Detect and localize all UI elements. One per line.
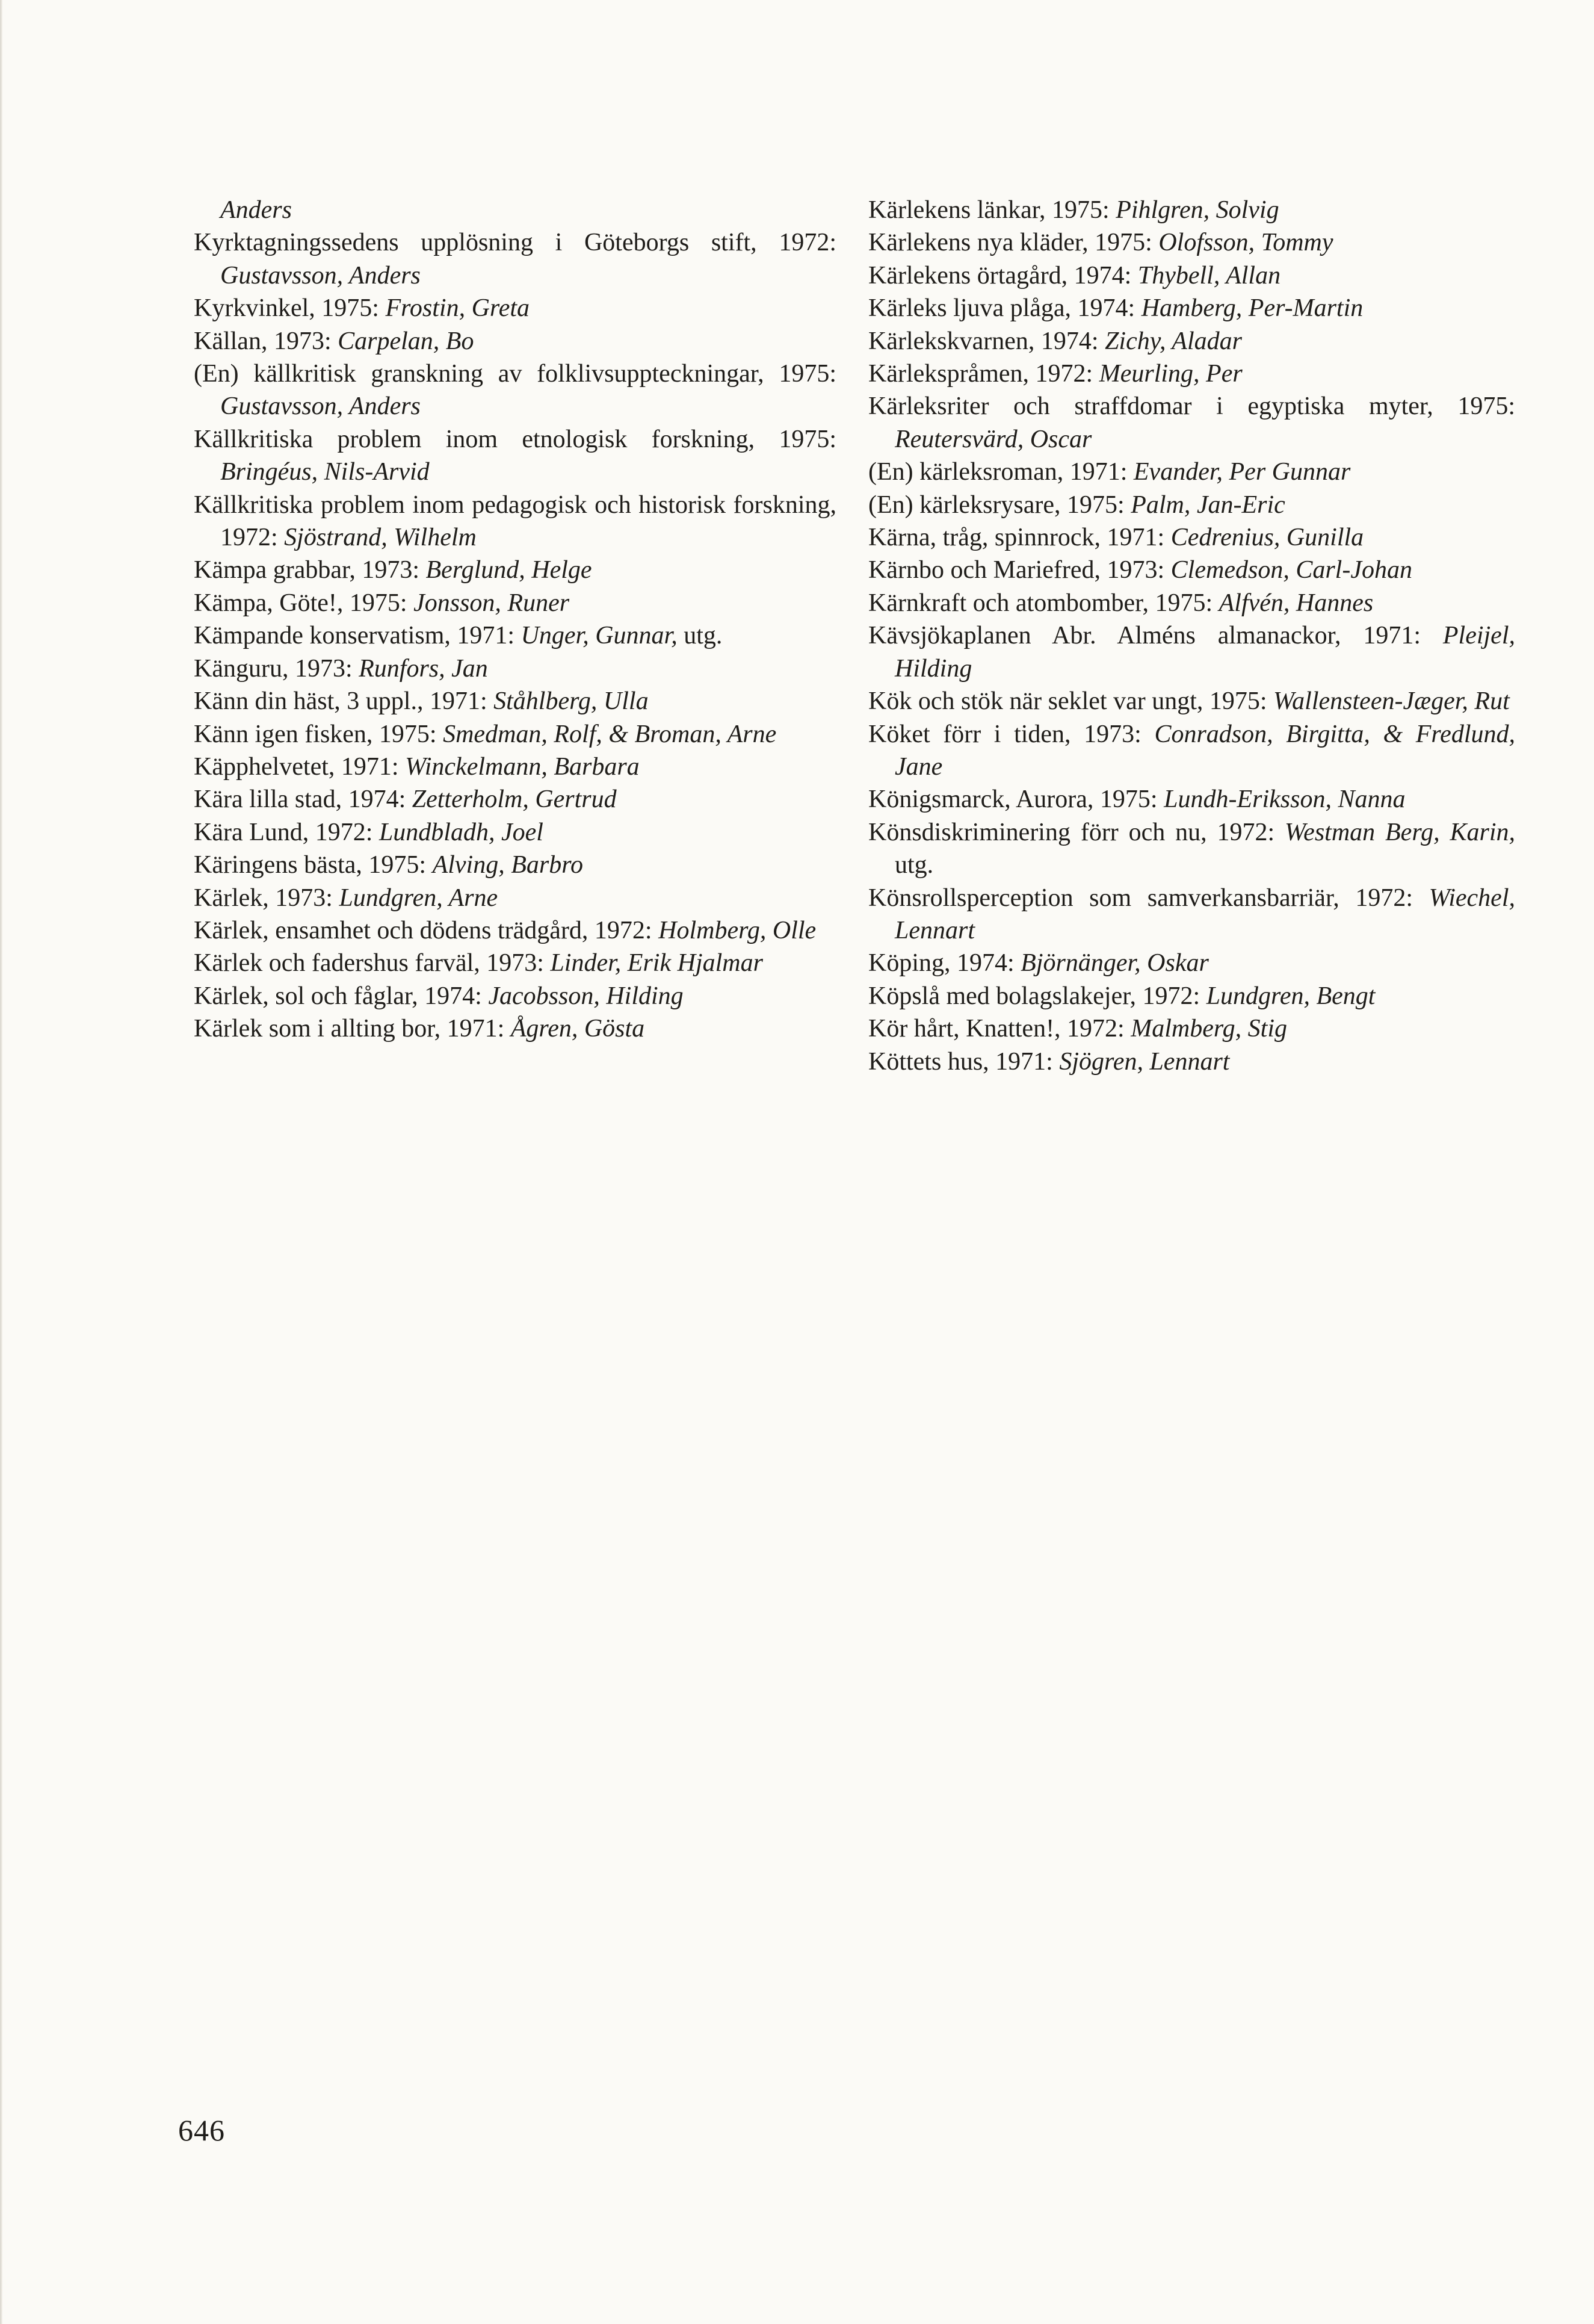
entry-author: Winckelmann, Barbara: [405, 752, 640, 781]
entry-title: Kära lilla stad, 1974:: [194, 786, 412, 814]
index-entry: [868, 882, 1515, 947]
entry-title: (En) kärleksrysare, 1975:: [868, 491, 1131, 519]
index-entry: [194, 652, 836, 685]
entry-title: Kämpa, Göte!, 1975:: [194, 589, 414, 617]
entry-title: Kärna, tråg, spinnrock, 1971:: [868, 524, 1171, 552]
entry-author: Berglund, Helge: [425, 556, 592, 584]
entry-author: Evander, Per Gunnar: [1133, 458, 1351, 486]
index-entry: [194, 226, 836, 292]
entry-author: Olofsson, Tommy: [1158, 229, 1333, 257]
entry-author: Alfvén, Hannes: [1219, 589, 1374, 617]
entry-author: Zetterholm, Gertrud: [412, 786, 617, 814]
index-entry: [194, 947, 836, 979]
entry-author: Lundh-Eriksson, Nanna: [1164, 786, 1406, 814]
entry-author: Thybell, Allan: [1137, 261, 1281, 290]
entry-author: Pleijel, Hilding: [895, 622, 1515, 683]
entry-title: Kära Lund, 1972:: [194, 818, 379, 846]
entry-title: Kärlekens länkar, 1975:: [868, 196, 1116, 224]
entry-title: Känn din häst, 3 uppl., 1971:: [194, 687, 494, 716]
index-entry: [194, 489, 836, 554]
entry-title: Kör hårt, Knatten!, 1972:: [868, 1015, 1131, 1043]
entry-title: Kärnkraft och atombomber, 1975:: [868, 589, 1219, 617]
entry-title: Kämpa grabbar, 1973:: [194, 556, 426, 584]
entry-title: Kyrktagningssedens upplösning i Göteborgs stift, 1972:: [194, 229, 836, 257]
index-entry: [868, 783, 1515, 816]
entry-author: Linder, Erik Hjalmar: [550, 949, 763, 978]
index-entry: [194, 816, 836, 849]
entry-title: (En) källkritisk granskning av folklivsuppteckningar, 1975:: [194, 360, 836, 388]
entry-author: Hamberg, Per-Martin: [1141, 294, 1364, 323]
index-entry: [868, 489, 1515, 521]
index-entry: [868, 521, 1515, 554]
entry-suffix: utg.: [677, 622, 723, 650]
entry-author: Wallensteen-Jæger, Rut: [1273, 687, 1510, 716]
entry-author: Björnänger, Oskar: [1021, 949, 1209, 978]
index-entry: [868, 259, 1515, 292]
entry-title: Kämpande konservatism, 1971:: [194, 622, 521, 650]
index-entry: [194, 783, 836, 816]
entry-author: Wiechel, Lennart: [895, 884, 1515, 944]
entry-title: (En) kärleksroman, 1971:: [868, 458, 1134, 486]
entry-title: Kärlek, ensamhet och dödens trädgård, 1972:: [194, 916, 659, 944]
entry-title: Källkritiska problem inom pedagogisk och historisk forskning, 1972:: [194, 491, 836, 552]
entry-author: Westman Berg, Karin,: [1285, 818, 1515, 846]
entry-title: Kärlekspråmen, 1972:: [868, 360, 1099, 388]
index-entry: [868, 325, 1515, 358]
left-column: [194, 194, 836, 1046]
entry-title: Kärleksriter och straffdomar i egyptiska myter, 1975:: [868, 392, 1515, 421]
entry-suffix: utg.: [895, 851, 934, 879]
index-entry: [194, 423, 836, 489]
entry-author: Lundgren, Arne: [339, 884, 498, 912]
index-entry: [868, 358, 1515, 390]
index-entry: [868, 980, 1515, 1012]
index-entry: [868, 587, 1515, 619]
entry-author: Meurling, Per: [1099, 360, 1243, 388]
entry-title: Kök och stök när seklet var ungt, 1975:: [868, 687, 1274, 716]
entry-author: Pihlgren, Solvig: [1116, 196, 1279, 224]
entry-author: Ågren, Gösta: [510, 1015, 645, 1043]
index-entry: [868, 816, 1515, 882]
entry-title: Kärnbo och Mariefred, 1973:: [868, 556, 1171, 584]
index-entry: [194, 849, 836, 881]
entry-title: Känguru, 1973:: [194, 654, 359, 683]
entry-author: Cedrenius, Gunilla: [1170, 524, 1364, 552]
entry-author: Gustavsson, Anders: [220, 392, 421, 421]
entry-author: Alving, Barbro: [432, 851, 584, 879]
entry-title: Kävsjökaplanen Abr. Alméns almanackor, 1971:: [868, 622, 1443, 650]
entry-title: Källkritiska problem inom etnologisk forskning, 1975:: [194, 425, 836, 453]
index-entry: [868, 554, 1515, 586]
entry-author: Gustavsson, Anders: [220, 261, 421, 290]
index-entry: [868, 619, 1515, 685]
entry-title: Käringens bästa, 1975:: [194, 851, 433, 879]
index-entry: [194, 587, 836, 619]
entry-author: Smedman, Rolf, & Broman, Arne: [443, 720, 777, 748]
entry-author: Lundgren, Bengt: [1206, 982, 1376, 1010]
entry-title: Könsdiskriminering förr och nu, 1972:: [868, 818, 1285, 846]
entry-author: Clemedson, Carl-Johan: [1170, 556, 1412, 584]
entry-author: Jacobsson, Hilding: [488, 982, 684, 1010]
page-number: 646: [178, 2113, 225, 2147]
entry-author: Frostin, Greta: [385, 294, 530, 323]
index-entry: [194, 619, 836, 652]
entry-author: Reutersvärd, Oscar: [895, 425, 1092, 453]
index-entry: [194, 980, 836, 1012]
index-entry: [194, 685, 836, 717]
entry-title: Köket förr i tiden, 1973:: [868, 720, 1155, 748]
entry-title: Kärlek som i allting bor, 1971:: [194, 1015, 511, 1043]
entry-title: Köping, 1974:: [868, 949, 1021, 978]
entry-author: Runfors, Jan: [359, 654, 488, 683]
entry-title: Köttets hus, 1971:: [868, 1047, 1060, 1076]
index-entry: [868, 947, 1515, 979]
index-entry: [868, 226, 1515, 259]
entry-author: Malmberg, Stig: [1131, 1015, 1287, 1043]
entry-title: Källan, 1973:: [194, 327, 338, 355]
entry-title: Kärlekens nya kläder, 1975:: [868, 229, 1159, 257]
index-entry: [868, 292, 1515, 324]
index-entry: [868, 685, 1515, 717]
entry-author: Jonsson, Runer: [413, 589, 570, 617]
index-entry: [194, 751, 836, 783]
index-entry: [194, 292, 836, 324]
entry-author: Unger, Gunnar,: [521, 622, 678, 650]
entry-author: Conradson, Birgitta, & Fredlund, Jane: [895, 720, 1515, 781]
entry-title: Käpphelvetet, 1971:: [194, 752, 406, 781]
entry-title: Kärlekens örtagård, 1974:: [868, 261, 1138, 290]
index-entry: [868, 194, 1515, 226]
index-entry: [868, 1046, 1515, 1078]
entry-author: Anders: [220, 196, 292, 224]
entry-title: Kärleks ljuva plåga, 1974:: [868, 294, 1141, 323]
entry-title: Königsmarck, Aurora, 1975:: [868, 786, 1164, 814]
index-entry: [868, 1012, 1515, 1045]
entry-author: Carpelan, Bo: [338, 327, 474, 355]
entry-author: Sjögren, Lennart: [1059, 1047, 1230, 1076]
right-column: [868, 194, 1515, 1078]
index-entry: [194, 1012, 836, 1045]
index-entry: [194, 882, 836, 914]
entry-author: Lundbladh, Joel: [378, 818, 543, 846]
entry-author: Zichy, Aladar: [1105, 327, 1242, 355]
entry-author: Holmberg, Olle: [658, 916, 817, 944]
index-entry: [868, 390, 1515, 456]
entry-author: Palm, Jan-Eric: [1131, 491, 1285, 519]
entry-title: Kärlekskvarnen, 1974:: [868, 327, 1105, 355]
index-entry: [194, 325, 836, 358]
entry-title: Könsrollsperception som samverkansbarriär, 1972:: [868, 884, 1429, 912]
index-entry: [868, 456, 1515, 488]
entry-title: Kärlek, 1973:: [194, 884, 339, 912]
entry-title: Kyrkvinkel, 1975:: [194, 294, 386, 323]
entry-author: Ståhlberg, Ulla: [493, 687, 649, 716]
index-entry: [868, 718, 1515, 784]
entry-title: Kärlek och fadershus farväl, 1973:: [194, 949, 551, 978]
entry-author: Sjöstrand, Wilhelm: [284, 524, 477, 552]
entry-title: Kärlek, sol och fåglar, 1974:: [194, 982, 489, 1010]
index-entry: [194, 358, 836, 423]
index-entry: [194, 194, 836, 226]
entry-author: Bringéus, Nils-Arvid: [220, 458, 430, 486]
entry-title: Känn igen fisken, 1975:: [194, 720, 443, 748]
entry-title: Köpslå med bolagslakejer, 1972:: [868, 982, 1206, 1010]
index-entry: [194, 914, 836, 947]
index-entry: [194, 554, 836, 586]
page-edge-shadow: [0, 0, 2, 2324]
index-entry: [194, 718, 836, 751]
